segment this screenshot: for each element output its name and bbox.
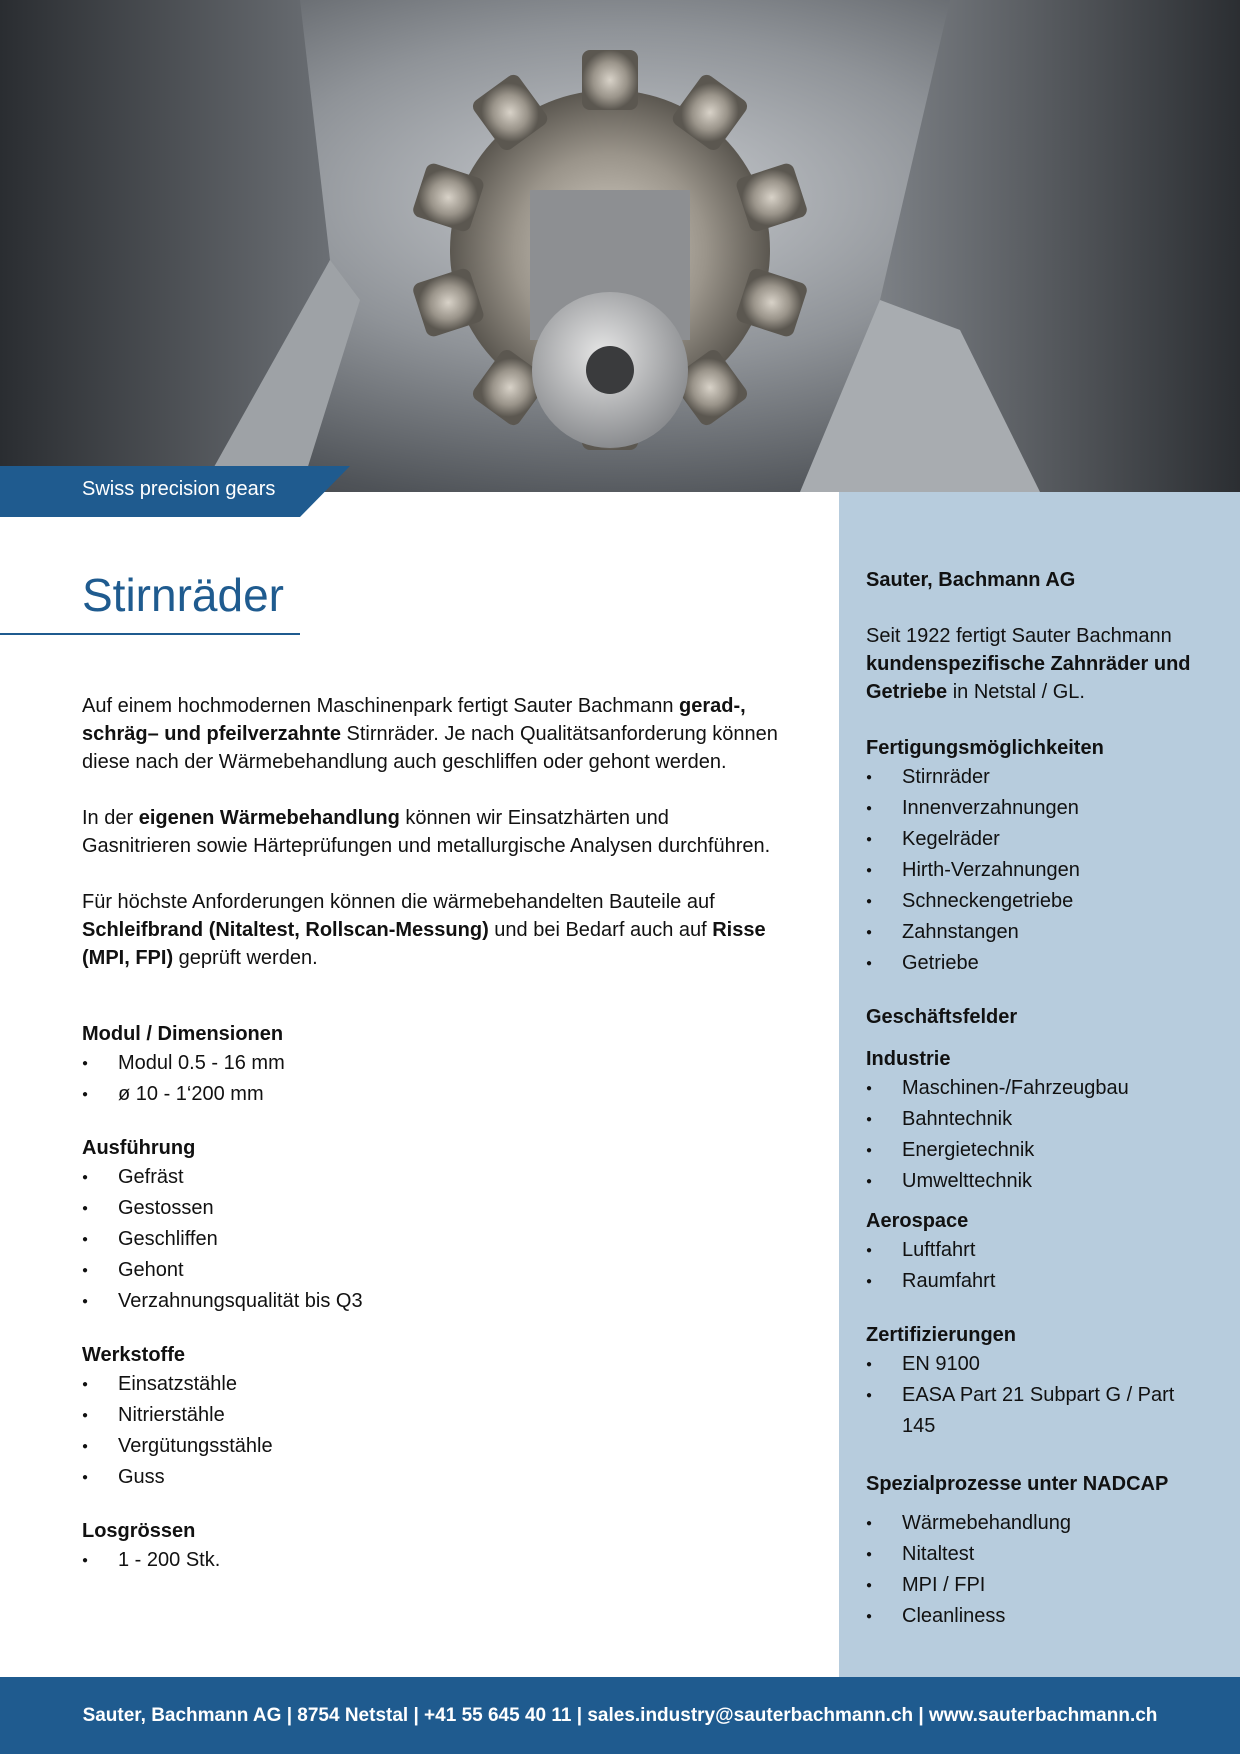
list-item: ● Schneckengetriebe <box>866 886 1206 917</box>
list-item: ● Wärmebehandlung <box>866 1508 1206 1539</box>
page-title: Stirnräder <box>82 569 284 621</box>
werkstoffe-list <box>82 1369 782 1493</box>
list-item: ● Zahnstangen <box>866 917 1206 948</box>
list-item: ● Umwelttechnik <box>866 1166 1206 1197</box>
list-item: ● 1 - 200 Stk. <box>82 1545 782 1576</box>
list-item: ● Cleanliness <box>866 1601 1206 1632</box>
intro-paragraph-3: Für höchste Anforderungen können die wärmebehandelten Bauteile auf Schleifbrand (Nitaltest, Rollscan-Messung) und bei Bedarf auch auf Risse (MPI, FPI) geprüft werden. <box>82 891 766 969</box>
list-item: ● ø 10 - 1‘200 mm <box>82 1079 782 1110</box>
intro-paragraph-2: In der eigenen Wärmebehandlung können wir Einsatzhärten und Gasnitrieren sowie Härteprüfungen und metallurgische Analysen durchführen. <box>82 807 771 857</box>
section-heading: Ausführung <box>82 1137 196 1159</box>
subsection-heading: Aerospace <box>866 1210 969 1232</box>
section-heading: Spezialprozesse unter NADCAP <box>866 1473 1169 1495</box>
list-item: ● Gehont <box>82 1255 782 1286</box>
section-heading: Werkstoffe <box>82 1344 185 1366</box>
ausfuehrung-list <box>82 1162 782 1317</box>
list-item: ● Gefräst <box>82 1162 782 1193</box>
list-item: ● Verzahnungsqualität bis Q3 <box>82 1286 782 1317</box>
main-content <box>82 692 782 1576</box>
sidebar-content <box>866 566 1206 1632</box>
list-item: ● Guss <box>82 1462 782 1493</box>
section-heading: Modul / Dimensionen <box>82 1023 284 1045</box>
list-item: ● Nitrierstähle <box>82 1400 782 1431</box>
section-heading: Zertifizierungen <box>866 1324 1017 1346</box>
list-item: ● Maschinen-/Fahrzeugbau <box>866 1073 1206 1104</box>
banner-label: Swiss precision gears <box>82 478 276 500</box>
gear-illustration <box>0 0 1240 492</box>
hero-photo <box>0 0 1240 492</box>
subsection-heading: Industrie <box>866 1048 951 1070</box>
list-item: ● Vergütungsstähle <box>82 1431 782 1462</box>
nadcap-list <box>866 1508 1206 1632</box>
section-heading: Geschäftsfelder <box>866 1006 1018 1028</box>
title-underline <box>0 633 300 635</box>
list-item: ● Luftfahrt <box>866 1235 1206 1266</box>
losgroessen-list <box>82 1545 782 1576</box>
list-item: ● Kegelräder <box>866 824 1206 855</box>
industrie-list <box>866 1073 1206 1197</box>
list-item: ● EN 9100 <box>866 1349 1206 1380</box>
aerospace-list <box>866 1235 1206 1297</box>
list-item: ● Getriebe <box>866 948 1206 979</box>
modul-list <box>82 1048 782 1110</box>
company-about: Seit 1922 fertigt Sauter Bachmann kundenspezifische Zahnräder und Getriebe in Netstal / GL. <box>866 625 1191 703</box>
list-item: ● Nitaltest <box>866 1539 1206 1570</box>
list-item: ● Bahntechnik <box>866 1104 1206 1135</box>
intro-paragraph-1: Auf einem hochmodernen Maschinenpark fertigt Sauter Bachmann gerad-, schräg– und pfeilverzahnte Stirnräder. Je nach Qualitätsanforderung können diese nach der Wärmebehandlung auch geschliffen oder gehont werden. <box>82 695 778 773</box>
list-item: ● Stirnräder <box>866 762 1206 793</box>
list-item: ● MPI / FPI <box>866 1570 1206 1601</box>
list-item: ● Raumfahrt <box>866 1266 1206 1297</box>
list-item: ● Einsatzstähle <box>82 1369 782 1400</box>
zertifizierungen-list <box>866 1349 1206 1442</box>
section-heading: Losgrössen <box>82 1520 196 1542</box>
company-name: Sauter, Bachmann AG <box>866 569 1076 591</box>
fertigung-list <box>866 762 1206 979</box>
list-item: ● Innenverzahnungen <box>866 793 1206 824</box>
list-item: ● Geschliffen <box>82 1224 782 1255</box>
list-item: ● EASA Part 21 Subpart G / Part 145 <box>866 1380 1206 1442</box>
list-item: ● Hirth-Verzahnungen <box>866 855 1206 886</box>
list-item: ● Gestossen <box>82 1193 782 1224</box>
list-item: ● Energietechnik <box>866 1135 1206 1166</box>
list-item: ● Modul 0.5 - 16 mm <box>82 1048 782 1079</box>
footer-contact-bar: Sauter, Bachmann AG | 8754 Netstal | +41 55 645 40 11 | sales.industry@sauterbachmann.ch | www.sauterbachmann.ch <box>0 1677 1240 1754</box>
section-heading: Fertigungsmöglichkeiten <box>866 737 1104 759</box>
